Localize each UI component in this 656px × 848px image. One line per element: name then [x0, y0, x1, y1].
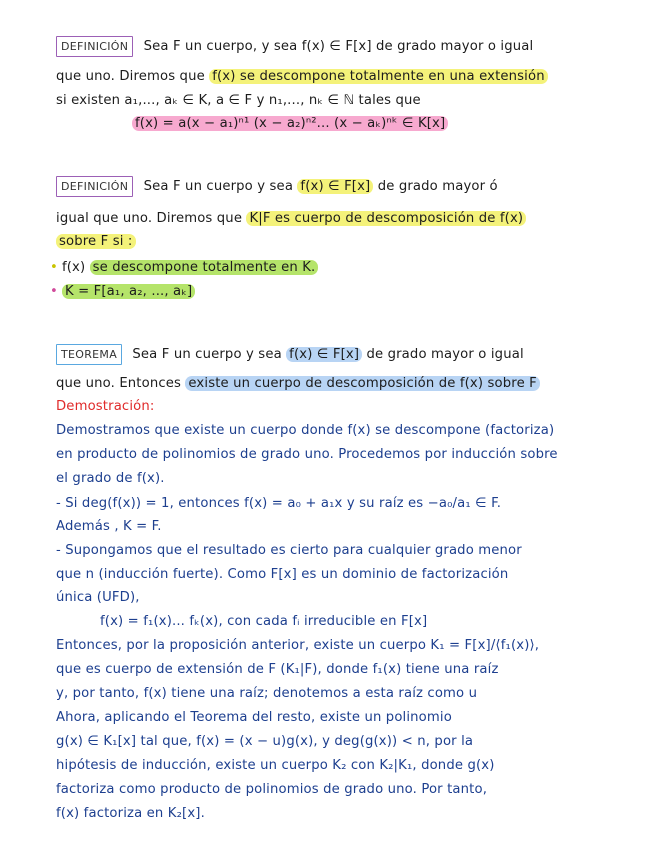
- proof-line: [100, 611, 427, 633]
- definition-1-text-2a: que uno. Diremos que: [56, 69, 210, 84]
- proof-line: [56, 564, 508, 586]
- theorem-text-2a: que uno. Entonces: [56, 376, 186, 391]
- definition-2-line-3: [56, 231, 136, 253]
- proof-text: f(x) factoriza en K₂[x].: [56, 806, 205, 821]
- definition-2-text-1c: de grado mayor ó: [373, 179, 498, 194]
- definition-1-line-3: [56, 90, 421, 112]
- proof-text: f(x) = f₁(x)... fₖ(x), con cada fᵢ irreducible en F[x]: [100, 614, 428, 629]
- proof-line: [56, 444, 558, 466]
- proof-title-text: Demostración:: [56, 399, 155, 414]
- proof-text: que es cuerpo de extensión de F (K₁|F), donde f₁(x) tiene una raíz: [56, 662, 499, 677]
- proof-line: [56, 659, 499, 681]
- proof-line: [56, 587, 140, 609]
- definition-2-text-2a: igual que uno. Diremos que: [56, 211, 247, 226]
- theorem-label: TEOREMA: [56, 344, 122, 365]
- definition-1-formula-text: f(x) = a(x − a₁)ⁿ¹ (x − a₂)ⁿ²... (x − aₖ)ⁿᵏ ∈ K[x]: [132, 116, 448, 131]
- bullet-dot-icon: •: [50, 284, 58, 299]
- definition-1-label: DEFINICIÓN: [56, 36, 133, 57]
- definition-2-bullet-1: [50, 257, 318, 279]
- bullet-dot-icon: •: [50, 260, 58, 275]
- proof-text: en producto de polinomios de grado uno. Procedemos por inducción sobre: [56, 447, 558, 462]
- theorem-text-1c: de grado mayor o igual: [362, 347, 524, 362]
- definition-2-line-1: [56, 176, 498, 198]
- proof-text: y, por tanto, f(x) tiene una raíz; denotemos a esta raíz como u: [56, 686, 478, 701]
- definition-2-highlight-poly: f(x) ∈ F[x]: [297, 179, 373, 194]
- proof-text: - Si deg(f(x)) = 1, entonces f(x) = a₀ + a₁x y su raíz es −a₀/a₁ ∈ F.: [56, 496, 502, 511]
- definition-2-bullet-1a: f(x): [61, 260, 90, 275]
- definition-2-text-3: sobre F si :: [56, 234, 136, 249]
- definition-2-bullet-2: [50, 281, 195, 303]
- proof-line: [56, 755, 495, 777]
- proof-line: [56, 493, 501, 515]
- definition-1-formula: [132, 113, 448, 135]
- proof-text: Además , K = F.: [56, 519, 162, 534]
- definition-1-line-1: [56, 36, 533, 58]
- proof-line: [56, 420, 554, 442]
- proof-text: que n (inducción fuerte). Como F[x] es un dominio de factorización: [56, 567, 509, 582]
- proof-text: hipótesis de inducción, existe un cuerpo K₂ con K₂|K₁, donde g(x): [56, 758, 495, 773]
- definition-2-label: DEFINICIÓN: [56, 176, 133, 197]
- proof-text: única (UFD),: [56, 590, 140, 605]
- proof-text: factoriza como producto de polinomios de grado uno. Por tanto,: [56, 782, 488, 797]
- proof-line: [56, 683, 477, 705]
- proof-title: [56, 396, 154, 418]
- proof-line: [56, 468, 165, 490]
- proof-line: [56, 540, 522, 562]
- theorem-text-1a: Sea F un cuerpo y sea: [132, 347, 287, 362]
- definition-1-line-2: [56, 66, 548, 88]
- proof-line: [56, 779, 487, 801]
- proof-text: Demostramos que existe un cuerpo donde f(x) se descompone (factoriza): [56, 423, 555, 438]
- definition-2-highlight: K|F es cuerpo de descomposición de f(x): [246, 211, 526, 226]
- proof-line: [56, 635, 539, 657]
- definition-1-highlight: f(x) se descompone totalmente en una extensión: [209, 69, 548, 84]
- proof-text: g(x) ∈ K₁[x] tal que, f(x) = (x − u)g(x), y deg(g(x)) < n, por la: [56, 734, 474, 749]
- proof-text: - Supongamos que el resultado es cierto para cualquier grado menor: [56, 543, 522, 558]
- proof-text: el grado de f(x).: [56, 471, 165, 486]
- proof-line: [56, 731, 473, 753]
- definition-2-bullet-1-highlight: se descompone totalmente en K.: [90, 260, 319, 275]
- definition-2-line-2: [56, 208, 526, 230]
- definition-1-text-3: si existen a₁,..., aₖ ∈ K, a ∈ F y n₁,..., nₖ ∈ ℕ tales que: [56, 93, 421, 108]
- theorem-highlight: existe un cuerpo de descomposición de f(x) sobre F: [185, 376, 540, 391]
- proof-line: [56, 803, 205, 825]
- theorem-highlight-poly: f(x) ∈ F[x]: [286, 347, 362, 362]
- definition-2-bullet-2-highlight: K = F[a₁, a₂, ..., aₖ]: [62, 284, 195, 299]
- proof-text: Entonces, por la proposición anterior, existe un cuerpo K₁ = F[x]/⟨f₁(x)⟩,: [56, 638, 540, 653]
- theorem-line-1: [56, 344, 524, 366]
- proof-text: Ahora, aplicando el Teorema del resto, existe un polinomio: [56, 710, 452, 725]
- proof-line: [56, 516, 162, 538]
- theorem-line-2: [56, 373, 540, 395]
- proof-line: [56, 707, 452, 729]
- definition-1-text-1: Sea F un cuerpo, y sea f(x) ∈ F[x] de grado mayor o igual: [143, 39, 534, 54]
- definition-2-text-1a: Sea F un cuerpo y sea: [143, 179, 298, 194]
